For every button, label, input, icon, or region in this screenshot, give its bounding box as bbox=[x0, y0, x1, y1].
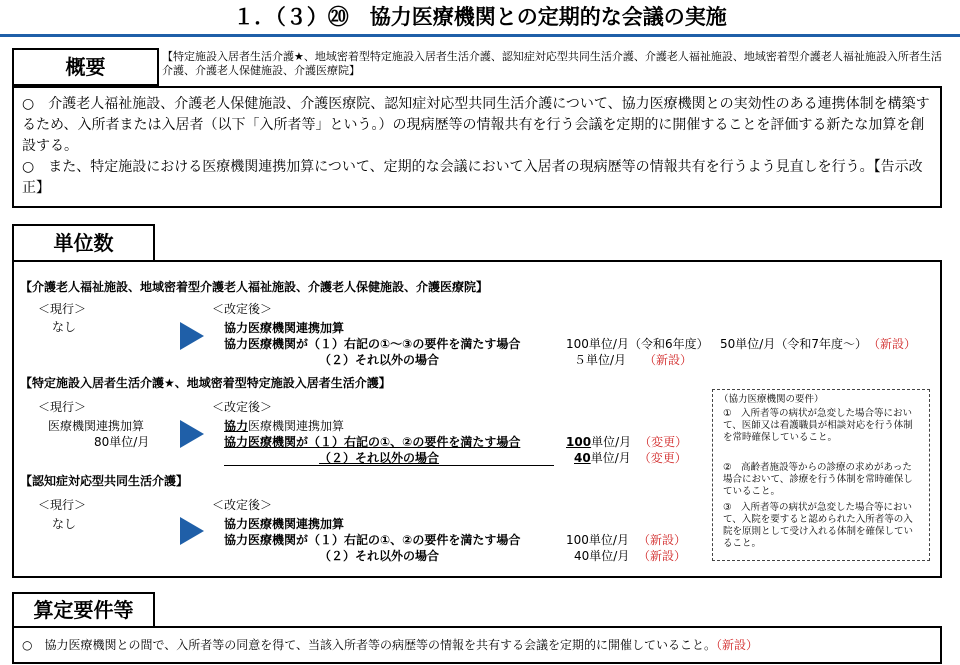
requirement-item: ① 入所者等の病状が急変した場合等において、医師又は看護職員が相談対応を行う体制を常時確保していること。 bbox=[723, 408, 913, 443]
section3-current-value: なし bbox=[52, 517, 77, 531]
page-title: １．（３）⑳ 協力医療機関との定期的な会議の実施 bbox=[233, 5, 727, 29]
overview-heading: 概要 bbox=[12, 48, 159, 86]
section2-val2 bbox=[574, 450, 687, 466]
units-heading: 単位数 bbox=[12, 224, 155, 262]
section2-val2-unit: 単位/月 bbox=[590, 451, 631, 465]
requirements-title: （協力医療機関の要件） bbox=[719, 394, 824, 405]
section1-revised-label: ＜改定後＞ bbox=[212, 302, 273, 316]
section2-cond2: （２）それ以外の場合 bbox=[319, 451, 440, 465]
section3-cond2: （２）それ以外の場合 bbox=[319, 549, 440, 563]
arrow-icon bbox=[180, 322, 204, 350]
overview-services: 【特定施設入居者生活介護★、地域密着型特定施設入居者生活介護、認知症対応型共同生活介護、介護老人福祉施設、地域密着型介護老人福祉施設入所者生活介護、介護老人保健施設、介護医療院】 bbox=[162, 50, 942, 77]
section2-current-2: 80単位/月 bbox=[94, 435, 150, 449]
section1-cond1: 協力医療機関が（１）右記の①～③の要件を満たす場合 bbox=[224, 337, 521, 351]
section1-current-label: ＜現行＞ bbox=[38, 302, 87, 316]
section2-cond1: 協力医療機関が（１）右記の①、②の要件を満たす場合 bbox=[224, 435, 521, 449]
calc-text-tag: （新設） bbox=[716, 638, 759, 652]
section2-val1-tag: （変更） bbox=[639, 435, 688, 449]
section1-cond2: （２）それ以外の場合 bbox=[319, 353, 440, 367]
overview-para-2: ○ また、特定施設における医療機関連携加算について、定期的な会議において入居者の現病歴等の情報共有を行うよう見直しを行う。【告示改正】 bbox=[22, 159, 923, 196]
section1-current-value: なし bbox=[52, 320, 77, 334]
section1-addon-name: 協力医療機関連携加算 bbox=[224, 321, 345, 335]
section2-val1-num: 100 bbox=[566, 435, 592, 449]
section3-header: 【認知症対応型共同生活介護】 bbox=[20, 474, 189, 488]
section2-val1-unit: 単位/月 bbox=[591, 435, 632, 449]
requirements-box bbox=[712, 389, 930, 561]
section2-addon-underlined: 協力 bbox=[224, 419, 249, 433]
section2-addon-rest: 医療機関連携加算 bbox=[248, 419, 345, 433]
section2-current-label: ＜現行＞ bbox=[38, 400, 87, 414]
section3-val2: 40単位/月 bbox=[574, 549, 630, 563]
calc-box bbox=[12, 626, 942, 664]
section1-val2: ５単位/月 bbox=[574, 353, 627, 367]
section2-val2-num: 40 bbox=[574, 451, 591, 465]
section1-val2-tag: （新設） bbox=[644, 353, 693, 367]
section2-addon-name bbox=[224, 418, 344, 434]
requirement-item: ③ 入所者等の病状が急変した場合等において、入院を要すると認められた入所者等の入院を原則として受け入れる体制を確保していること。 bbox=[723, 502, 914, 549]
overview-box bbox=[12, 86, 942, 208]
section2-header: 【特定施設入居者生活介護★、地域密着型特定施設入居者生活介護】 bbox=[20, 376, 391, 390]
section1-val1-tag: （新設） bbox=[868, 337, 917, 351]
overview-para-1: ○ 介護老人福祉施設、介護老人保健施設、介護医療院、認知症対応型共同生活介護について、協力医療機関との実効性のある連携体制を構築するため、入所者または入居者（以下「入所者等」という。）の現病歴等の情報共有を行う会議を定期的に開催することを評価する新たな加算を創設する。 bbox=[22, 96, 930, 154]
section3-addon-name: 協力医療機関連携加算 bbox=[224, 517, 345, 531]
calc-heading: 算定要件等 bbox=[12, 592, 155, 628]
section3-revised-label: ＜改定後＞ bbox=[212, 498, 273, 512]
section3-cond1: 協力医療機関が（１）右記の①、②の要件を満たす場合 bbox=[224, 533, 521, 547]
section2-current-1: 医療機関連携加算 bbox=[48, 419, 145, 433]
calc-text-body: ○ 協力医療機関との間で、入所者等の同意を得て、当該入所者等の病歴等の情報を共有する会議を定期的に開催していること。 bbox=[22, 638, 716, 652]
section1-val1a: 100単位/月（令和6年度） bbox=[566, 337, 709, 351]
section2-val2-tag: （変更） bbox=[638, 451, 687, 465]
arrow-icon bbox=[180, 517, 204, 545]
section2-cond-rule bbox=[224, 465, 554, 466]
section3-val1-tag: （新設） bbox=[638, 533, 687, 547]
section3-current-label: ＜現行＞ bbox=[38, 498, 87, 512]
calc-text bbox=[22, 637, 758, 653]
section2-val1 bbox=[566, 434, 687, 450]
title-divider bbox=[0, 34, 960, 37]
section3-val1: 100単位/月 bbox=[566, 533, 629, 547]
arrow-icon bbox=[180, 420, 204, 448]
section2-revised-label: ＜改定後＞ bbox=[212, 400, 273, 414]
requirement-item: ② 高齢者施設等からの診療の求めがあった場合において、診療を行う体制を常時確保していること。 bbox=[723, 462, 913, 497]
section3-val2-tag: （新設） bbox=[638, 549, 687, 563]
section1-header: 【介護老人福祉施設、地域密着型介護老人福祉施設、介護老人保健施設、介護医療院】 bbox=[20, 280, 489, 294]
section1-val1b: 50単位/月（令和7年度～） bbox=[720, 337, 867, 351]
